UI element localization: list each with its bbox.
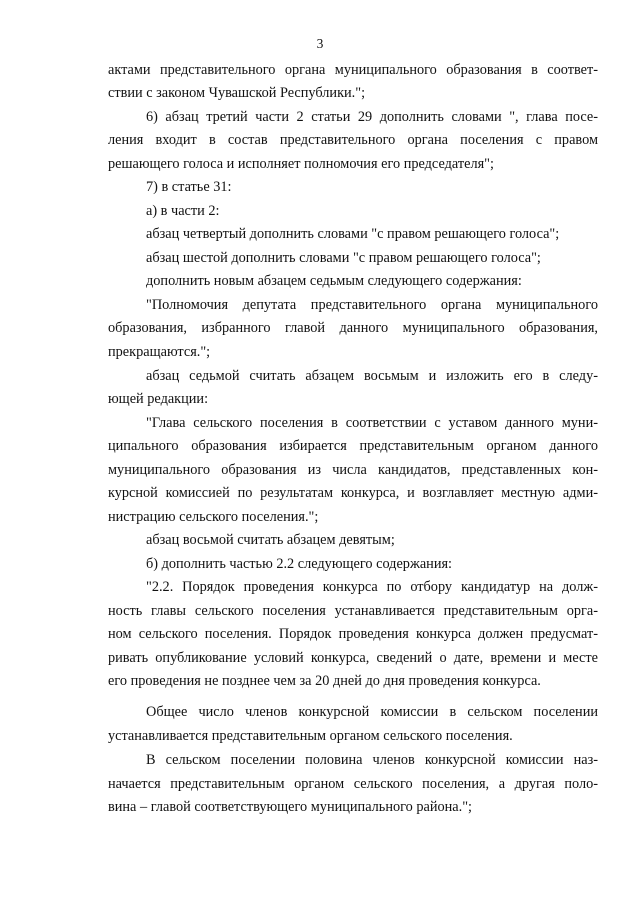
text-line: 6) абзац третий части 2 статьи 29 дополнить словами ", глава посе- bbox=[146, 109, 598, 125]
text-line: ность главы сельского поселения устанавливается представительным орга- bbox=[108, 603, 598, 619]
text-line: абзац шестой дополнить словами "с правом решающего голоса"; bbox=[146, 250, 541, 266]
text-line: устанавливается представительным органом сельского поселения. bbox=[108, 728, 513, 744]
text-line: б) дополнить частью 2.2 следующего содержания: bbox=[146, 556, 453, 572]
text-line: образования, избранного главой данного муниципального образования, bbox=[108, 320, 598, 336]
text-line: "Глава сельского поселения в соответствии с уставом данного муни- bbox=[146, 415, 598, 431]
text-line: вина – главой соответствующего муниципального района."; bbox=[108, 799, 473, 815]
text-line: Общее число членов конкурсной комиссии в сельском поселении bbox=[146, 704, 598, 720]
text-line: В сельском поселении половина членов конкурсной комиссии наз- bbox=[146, 752, 598, 768]
text-line: а) в части 2: bbox=[146, 203, 220, 219]
text-line: начается представительным органом сельского поселения, а другая поло- bbox=[108, 776, 598, 792]
text-line: "2.2. Порядок проведения конкурса по отбору кандидатур на долж- bbox=[146, 579, 598, 595]
text-line: дополнить новым абзацем седьмым следующего содержания: bbox=[146, 273, 522, 289]
text-line: "Полномочия депутата представительного органа муниципального bbox=[146, 297, 598, 313]
text-line: ющей редакции: bbox=[108, 391, 209, 407]
page-number: 3 bbox=[316, 36, 324, 51]
text-line: ном сельского поселения. Порядок проведения конкурса должен предусмат- bbox=[108, 626, 598, 642]
text-line: ривать опубликование условий конкурса, сведений о дате, времени и месте bbox=[108, 650, 598, 666]
text-line: прекращаются."; bbox=[108, 344, 211, 360]
text-line: курсной комиссией по результатам конкурса, и возглавляет местную адми- bbox=[108, 485, 598, 501]
text-line: 7) в статье 31: bbox=[146, 179, 232, 195]
text-line: ципального образования избирается представительным органом данного bbox=[108, 438, 598, 454]
text-line: муниципального образования из числа кандидатов, представленных кон- bbox=[108, 462, 598, 478]
text-line: абзац восьмой считать абзацем девятым; bbox=[146, 532, 395, 548]
text-line: решающего голоса и исполняет полномочия его председателя"; bbox=[108, 156, 494, 172]
text-line: ствии с законом Чувашской Республики."; bbox=[108, 85, 366, 101]
text-line: его проведения не позднее чем за 20 дней до дня проведения конкурса. bbox=[108, 673, 541, 689]
text-line: актами представительного органа муниципального образования в соответ- bbox=[108, 62, 598, 78]
text-line: абзац седьмой считать абзацем восьмым и изложить его в следу- bbox=[146, 368, 598, 384]
text-line: абзац четвертый дополнить словами "с правом решающего голоса"; bbox=[146, 226, 560, 242]
text-line: ления входит в состав представительного органа поселения с правом bbox=[108, 132, 598, 148]
text-line: нистрацию сельского поселения."; bbox=[108, 509, 319, 525]
